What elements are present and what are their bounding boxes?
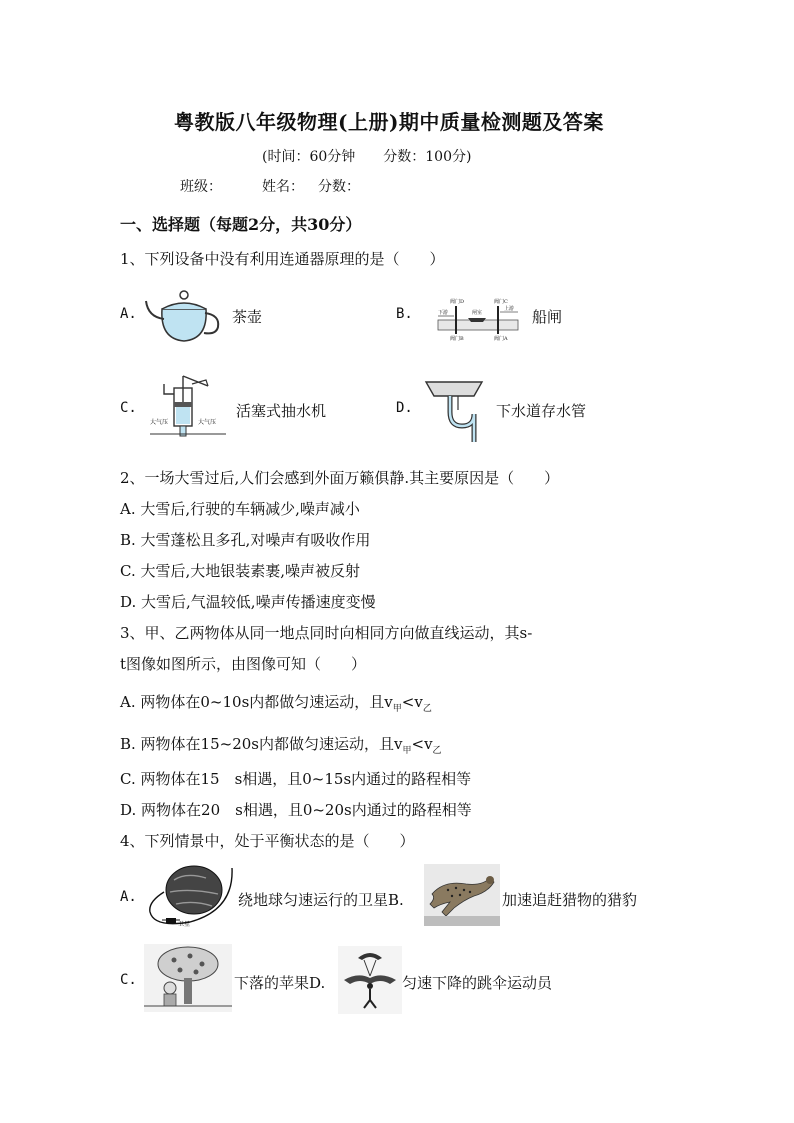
pump-right-label: 大气压 [198, 419, 217, 426]
q4-option-b-text: 加速追赶猎物的猎豹 [502, 891, 638, 909]
q2-option-d: D. 大雪后,气温较低,噪声传播速度变慢 [120, 593, 376, 611]
name-field-label: 姓名： [262, 179, 304, 195]
q3-a-sub-jia: 甲 [392, 704, 402, 714]
q3-b-sub-jia: 甲 [402, 746, 412, 756]
score-field-label: 分数： [318, 179, 360, 195]
ship-lock-image [436, 296, 520, 342]
question-2-stem: 2、一场大雪过后,人们会感到外面万籁俱静.其主要原因是（ ） [120, 469, 560, 487]
lock-gate-b-label: 阀门B [450, 336, 464, 342]
q2-option-c: C. 大雪后,大地银装素裹,噪声被反射 [120, 562, 361, 580]
drain-trap-image [422, 376, 486, 446]
pump-left-label: 大气压 [150, 419, 169, 426]
q3-a-sub-yi: 乙 [422, 704, 432, 714]
q1-option-b-label: B. [396, 306, 413, 322]
class-field-label: 班级： [180, 179, 222, 195]
question-1-stem: 1、下列设备中没有利用连通器原理的是（ ） [120, 250, 445, 268]
q3-b-sub-yi: 乙 [432, 746, 442, 756]
q1-option-a-text: 茶壶 [232, 308, 263, 326]
lock-gate-c-label: 阀门C [494, 299, 508, 305]
q3-option-c: C. 两物体在15 s相遇，且0~15s内通过的路程相等 [120, 770, 472, 788]
q1-option-b-text: 船闸 [532, 308, 563, 326]
q4-option-c-text: 下落的苹果D. [234, 974, 326, 992]
lock-gate-d-label: 阀门D [450, 299, 465, 305]
q4-option-c-label: C. [120, 972, 137, 988]
q3-option-a-text: A. 两物体在0~10s内都做匀速运动，且v [120, 693, 393, 711]
q1-option-d-label: D. [396, 400, 413, 416]
q3-b-mid: <v [411, 735, 433, 753]
piston-pump-image [150, 372, 226, 438]
lock-downstream-label: 下游 [438, 310, 449, 316]
lock-gate-a-label: 阀门A [494, 336, 508, 342]
q3-option-d: D. 两物体在20 s相遇，且0~20s内通过的路程相等 [120, 801, 472, 819]
q1-option-a-label: A. [120, 306, 137, 322]
q2-option-b: B. 大雪蓬松且多孔,对噪声有吸收作用 [120, 531, 371, 549]
question-3-stem-line2: t图像如图所示，由图像可知（ ） [120, 655, 367, 673]
teapot-image [144, 283, 224, 347]
satellite-label: 卫星 [178, 921, 191, 928]
section-heading: 一、选择题（每题2分，共30分） [120, 215, 362, 234]
q4-option-a-text: 绕地球匀速运行的卫星B. [238, 891, 404, 909]
lock-chamber-label: 闸室 [472, 310, 483, 316]
q3-option-a [120, 691, 432, 714]
falling-apple-image [144, 944, 232, 1012]
q3-a-mid: <v [401, 693, 423, 711]
q3-option-b-text: B. 两物体在15~20s内都做匀速运动，且v [120, 735, 403, 753]
q2-option-a: A. 大雪后,行驶的车辆减少,噪声减小 [120, 500, 360, 518]
q4-option-d-text: 匀速下降的跳伞运动员 [402, 974, 553, 992]
q1-option-c-label: C. [120, 400, 137, 416]
time-info: (时间：60分钟 分数：100分) [262, 149, 472, 165]
question-4-stem: 4、下列情景中，处于平衡状态的是（ ） [120, 832, 415, 850]
lock-upstream-label: 上游 [504, 306, 515, 312]
cheetah-image [424, 864, 500, 926]
satellite-orbit-image [146, 862, 236, 930]
question-3-stem-line1: 3、甲、乙两物体从同一地点同时向相同方向做直线运动，其s- [120, 624, 533, 642]
parachutist-image [338, 946, 402, 1014]
q1-option-c-text: 活塞式抽水机 [236, 402, 327, 420]
page-title: 粤教版八年级物理(上册)期中质量检测题及答案 [174, 110, 604, 134]
q3-option-b [120, 733, 442, 756]
q1-option-d-text: 下水道存水管 [496, 402, 587, 420]
q4-option-a-label: A. [120, 889, 137, 905]
